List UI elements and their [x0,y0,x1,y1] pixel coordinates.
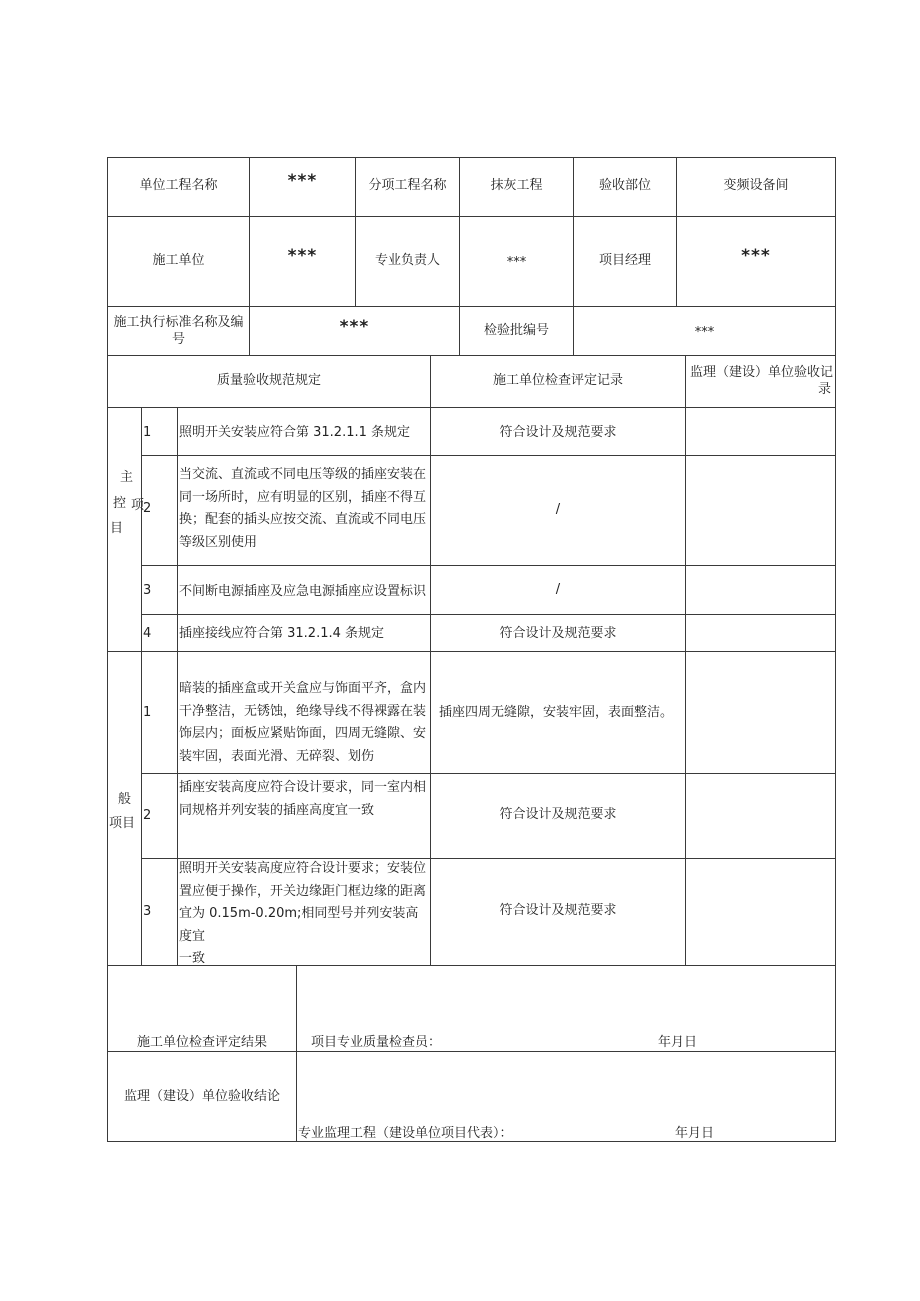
supervisor-engineer-label: 专业监理工程（建设单位项目代表）： [298,1126,513,1141]
item-record: 符合设计及规范要求 [499,807,617,822]
item-record: / [555,502,561,517]
subitem-label: 分项工程名称 [368,178,447,193]
date-2: 年月日 [675,1126,715,1141]
batch-no-label: 检验批编号 [483,323,549,338]
item-number: 3 [143,583,152,598]
item-number: 2 [143,501,152,516]
specialty-lead-label: 专业负责人 [374,253,440,268]
item-requirement: 暗装的插座盒或开关盒应与饰面平齐，盒内 干净整洁，无锈蚀，绝缘导线不得裸露在装 饰层内；面板应紧贴饰面，四周无缝隙、安 装牢固，表面光滑、无碎裂、划伤 [179,681,427,764]
inspection-part-value: 变频设备间 [723,178,789,193]
spec-column-header: 质量验收规范规定 [216,373,321,388]
item-requirement: 插座安装高度应符合设计要求，同一室内相 同规格并列安装的插座高度宜一致 [179,780,427,818]
standard-value: *** [339,317,370,337]
item-number: 1 [143,425,152,440]
item-number: 1 [143,705,152,720]
item-requirement: 不间断电源插座及应急电源插座应设置标识 [179,584,427,599]
item-record: 符合设计及规范要求 [499,903,617,918]
item-requirement: 照明开关安装应符合第 31.2.1.1 条规定 [179,425,411,440]
date-1: 年月日 [658,1035,698,1050]
supervisor-column-header-line1: 监理（建设）单位验收记 [690,365,834,380]
item-number: 3 [143,904,152,919]
inspector-label: 项目专业质量检查员： [311,1035,442,1050]
construction-unit-label: 施工单位 [152,253,205,268]
standard-label-line2: 号 [171,332,185,347]
project-manager-value: *** [741,246,771,266]
item-number: 4 [143,626,152,641]
item-record: / [555,582,561,597]
item-requirement: 插座接线应符合第 31.2.1.4 条规定 [179,626,385,641]
item-requirement: 照明开关安装高度应符合设计要求；安装位 置应便于操作，开关边缘距门框边缘的距离 宜为 0.15m-0.20m;相同型号并列安装高度宜 一致 [179,861,427,966]
specialty-lead-value: *** [506,255,527,270]
supervisor-conclusion-label: 监理（建设）单位验收结论 [123,1089,280,1104]
construction-result-label: 施工单位检查评定结果 [136,1035,267,1050]
project-manager-label: 项目经理 [598,253,651,268]
inspection-part-label: 验收部位 [598,178,651,193]
standard-label-line1: 施工执行标准名称及编 [113,315,244,330]
supervisor-column-header-line2: 录 [818,382,832,397]
construction-unit-value: *** [287,246,318,266]
item-record: 符合设计及规范要求 [499,626,617,641]
batch-no-value: *** [694,325,715,340]
unit-name-value: *** [287,171,318,191]
check-record-column-header: 施工单位检查评定记录 [492,373,623,388]
item-number: 2 [143,808,152,823]
item-record: 插座四周无缝隙，安装牢固，表面整洁。 [439,705,674,720]
subitem-value: 抹灰工程 [490,178,543,193]
unit-name-label: 单位工程名称 [139,178,218,193]
item-requirement: 当交流、直流或不同电压等级的插座安装在 同一场所时，应有明显的区别，插座不得互 换；配套的插头应按交流、直流或不同电压 等级区别使用 [179,467,427,550]
item-record: 符合设计及规范要求 [499,425,617,440]
